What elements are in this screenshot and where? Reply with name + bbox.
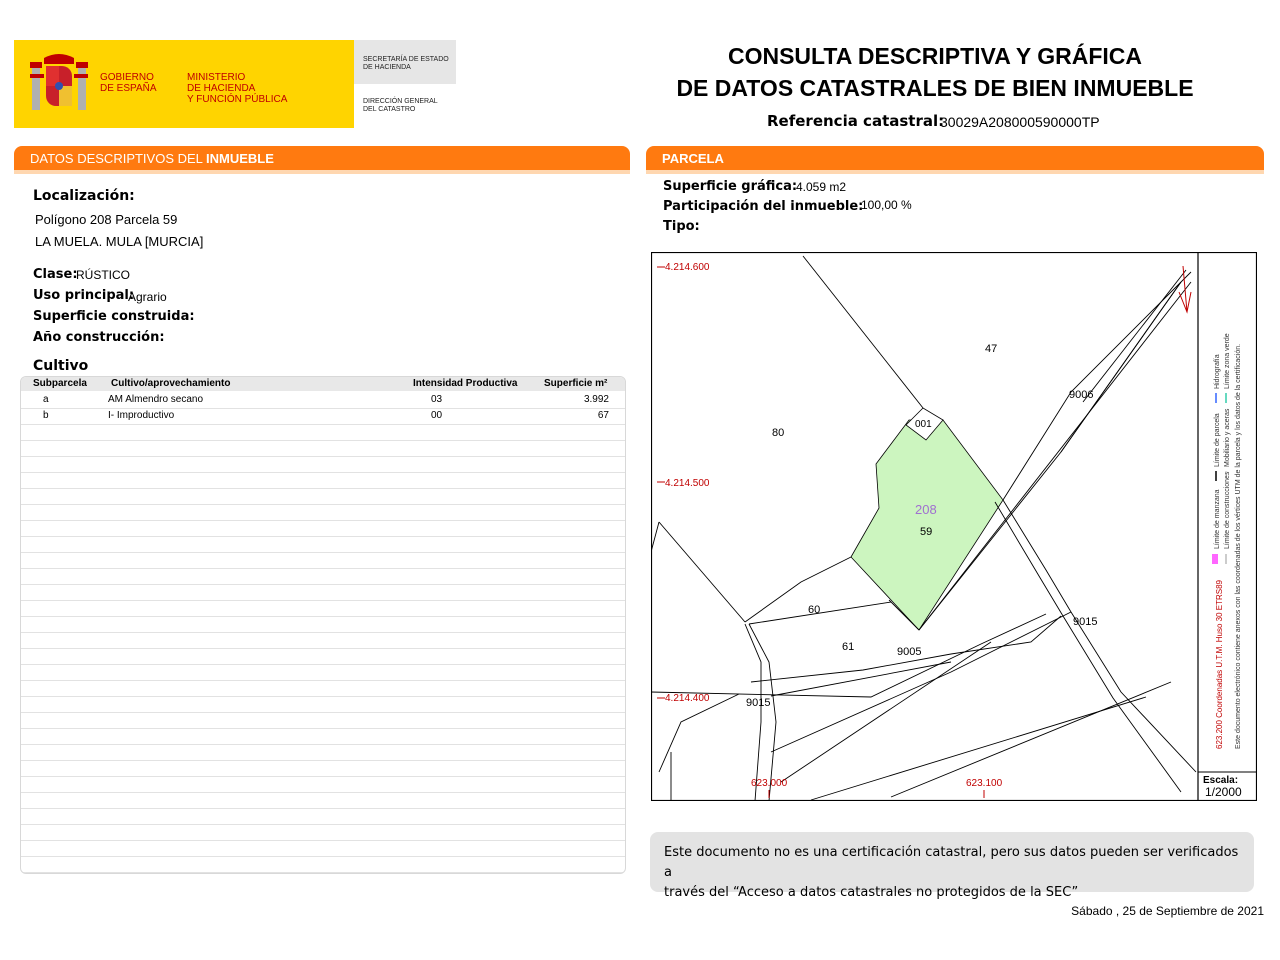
gov-line2: DE ESPAÑA: [100, 83, 157, 94]
y-tick-2: 4.214.500: [665, 478, 710, 489]
th-subparcela: Subparcela: [33, 378, 87, 389]
table-row-divider: [21, 520, 625, 521]
table-row-divider: [21, 792, 625, 793]
legend-coords: 623.200 Coordenadas U.T.M. Huso 30 ETRS89: [1215, 580, 1224, 749]
table-row-divider: [21, 584, 625, 585]
table-row-a-sub: a: [43, 394, 49, 405]
table-row-divider: [21, 536, 625, 537]
cultivo-table: [20, 376, 626, 874]
label-9005: 9005: [897, 646, 922, 658]
tipo-label: Tipo:: [663, 219, 700, 234]
scale-label: Escala:: [1203, 775, 1239, 786]
table-row-divider: [21, 504, 625, 505]
participacion-label: Participación del inmueble:: [663, 199, 864, 214]
table-row-divider: [21, 840, 625, 841]
legend-zona-verde: Límite zona verde: [1224, 333, 1231, 389]
gov-line1: GOBIERNO: [100, 72, 154, 83]
legend-hidrografia: Hidrografía: [1214, 354, 1221, 389]
gov-name: [100, 72, 157, 94]
min-line1: MINISTERIO: [187, 72, 246, 83]
sup-grafica-label: Superficie gráfica:: [663, 179, 798, 194]
uso-label: Uso principal:: [33, 288, 135, 303]
document-date: Sábado , 25 de Septiembre de 2021: [1071, 904, 1264, 918]
clase-label: Clase:: [33, 267, 78, 282]
x-tick-2: 623.100: [966, 778, 1003, 789]
ref-label: Referencia catastral:: [767, 112, 945, 130]
dir-line1: DIRECCIÓN GENERAL: [363, 98, 438, 105]
scale-value: 1/2000: [1205, 785, 1242, 799]
table-row-divider: [21, 680, 625, 681]
label-9015-a: 9015: [1073, 616, 1098, 628]
table-row-divider: [21, 472, 625, 473]
table-row-divider: [21, 824, 625, 825]
participacion-value: 100,00 %: [861, 198, 912, 212]
ministry-name: [187, 72, 287, 105]
legend-construcciones: Límite de construcciones: [1224, 471, 1231, 549]
secretaria-text: [363, 56, 449, 72]
ref-value: 30029A208000590000TP: [940, 114, 1100, 130]
label-59: 59: [920, 526, 933, 538]
anio-label: Año construcción:: [33, 330, 165, 345]
table-row-divider: [21, 696, 625, 697]
sup-grafica-value: 4.059 m2: [796, 180, 847, 194]
section-title-b: INMUEBLE: [206, 151, 274, 166]
table-row-divider: [21, 424, 625, 425]
th-superficie: Superficie m²: [544, 378, 608, 389]
table-row-divider: [21, 856, 625, 857]
table-row-b-superficie: 67: [597, 410, 609, 421]
table-row-divider: [21, 664, 625, 665]
x-tick-1: 623.000: [751, 778, 788, 789]
clase-value: RÚSTICO: [76, 268, 130, 282]
table-row-divider: [21, 632, 625, 633]
label-001: 001: [915, 419, 932, 430]
table-row-divider: [21, 648, 625, 649]
table-row-a-intensidad: 03: [431, 394, 443, 405]
note-line2: través del “Acceso a datos catastrales no protegidos de la SEC”: [664, 885, 1079, 900]
legend-note: Este documento electrónico contiene anexos con las coordenadas de los vértices UTM de la parcela y los datos de la certificación.: [1235, 343, 1242, 749]
label-9015-b: 9015: [746, 697, 771, 709]
page-title-line1: CONSULTA DESCRIPTIVA Y GRÁFICA: [727, 43, 1143, 69]
table-row-a-superficie: 3.992: [583, 394, 609, 405]
table-row-divider: [21, 552, 625, 553]
table-row-divider: [21, 616, 625, 617]
cultivo-title: Cultivo: [33, 358, 89, 374]
table-row-divider: [21, 712, 625, 713]
section-bar-parcela: PARCELA: [646, 146, 1264, 170]
table-row-divider: [21, 872, 625, 873]
disclaimer-note: [650, 832, 1254, 900]
localizacion-line1: Polígono 208 Parcela 59: [35, 212, 178, 227]
localizacion-label: Localización:: [33, 188, 135, 204]
direccion-text: [363, 98, 438, 114]
section-bar-descriptivos: [14, 146, 630, 170]
min-line3: Y FUNCIÓN PÚBLICA: [187, 94, 288, 105]
legend-swatch-manzana: [1212, 554, 1218, 564]
page-title-line2: DE DATOS CATASTRALES DE BIEN INMUEBLE: [676, 75, 1194, 101]
table-row-divider: [21, 776, 625, 777]
table-row-a-cultivo: AM Almendro secano: [108, 394, 204, 405]
min-line2: DE HACIENDA: [187, 83, 256, 94]
table-row-divider: [21, 744, 625, 745]
table-row-b-sub: b: [43, 410, 49, 421]
label-80: 80: [772, 427, 785, 439]
table-row-divider: [21, 760, 625, 761]
section-underline: [14, 170, 630, 174]
uso-value: Agrario: [128, 290, 167, 304]
sec-line1: SECRETARÍA DE ESTADO: [363, 56, 449, 63]
section-underline-right: [646, 170, 1264, 174]
table-row-divider: [21, 488, 625, 489]
table-row-b-cultivo: I- Improductivo: [108, 410, 175, 421]
label-61: 61: [842, 641, 855, 653]
y-tick-3: 4.214.400: [665, 693, 710, 704]
y-tick-1: 4.214.600: [665, 262, 710, 273]
label-208: 208: [915, 502, 937, 517]
legend-parcela: Límite de parcela: [1214, 413, 1221, 467]
table-row-divider: [21, 456, 625, 457]
table-header: [21, 377, 625, 391]
localizacion-line2: LA MUELA. MULA [MURCIA]: [35, 234, 204, 249]
section-title-a: DATOS DESCRIPTIVOS DEL: [30, 151, 207, 166]
table-row-divider: [21, 440, 625, 441]
legend-mobiliario: Mobiliario y aceras: [1224, 408, 1231, 467]
superficie-label: Superficie construida:: [33, 309, 195, 324]
label-47: 47: [985, 343, 998, 355]
label-9006: 9006: [1069, 389, 1094, 401]
table-row-divider: [21, 728, 625, 729]
table-row-divider: [21, 408, 625, 409]
th-cultivo: Cultivo/aprovechamiento: [111, 378, 231, 389]
sec-line2: DE HACIENDA: [363, 64, 411, 71]
label-60: 60: [808, 604, 821, 616]
parcel-map[interactable]: [651, 252, 1257, 801]
dir-line2: DEL CATASTRO: [363, 106, 416, 113]
note-line1: Este documento no es una certificación catastral, pero sus datos pueden ser verificados a: [664, 845, 1239, 880]
legend-manzana: Límite de manzana: [1214, 489, 1221, 549]
table-row-b-intensidad: 00: [431, 410, 443, 421]
table-row-divider: [21, 568, 625, 569]
table-row-divider: [21, 808, 625, 809]
coat-of-arms-icon: [26, 50, 92, 118]
table-row-divider: [21, 600, 625, 601]
th-intensidad: Intensidad Productiva: [413, 378, 518, 389]
